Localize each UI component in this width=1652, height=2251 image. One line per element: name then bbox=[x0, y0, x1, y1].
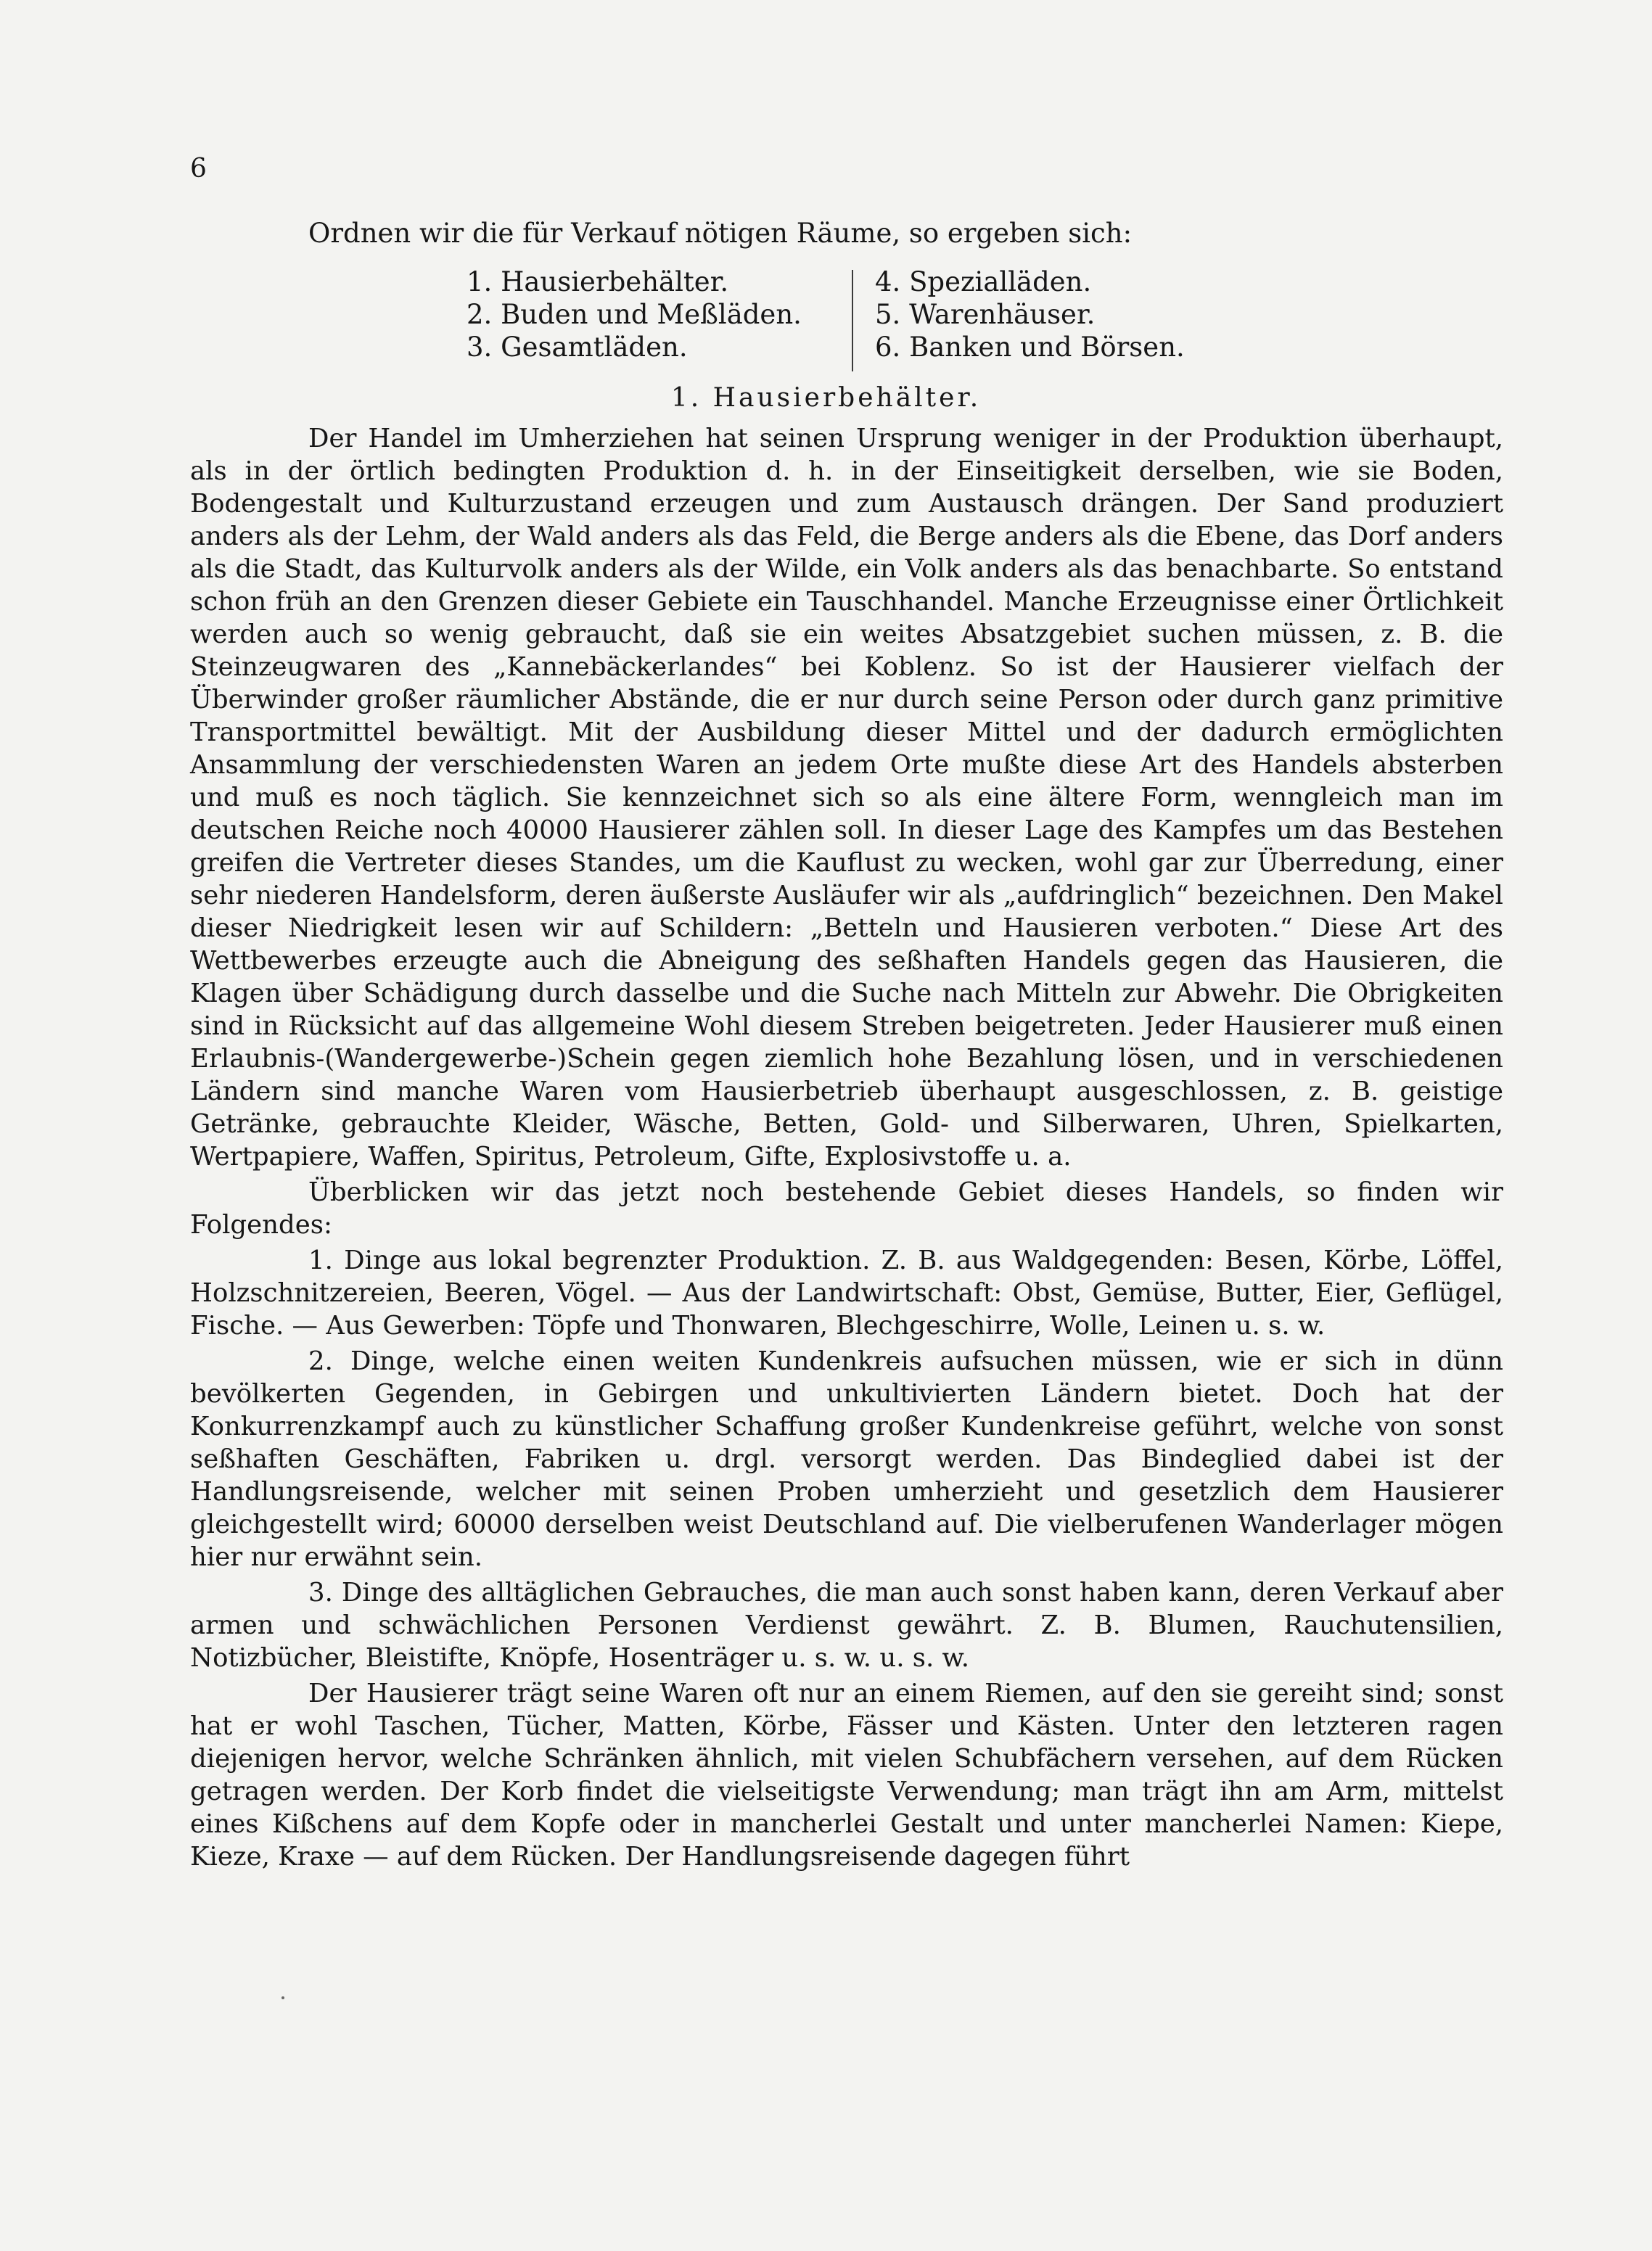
paragraph: 3. Dinge des alltäglichen Gebrauches, die man auch sonst haben kann, deren Verkauf aber armen und schwächlichen Personen Verdienst gewährt. Z. B. Blumen, Rauchutensilien, Notizbücher, Bleistifte, Knöpfe, Hosenträger u. s. w. u. s. w. bbox=[190, 1578, 1503, 1673]
list-item: 6. Banken und Börsen. bbox=[875, 332, 1185, 363]
paragraph: Überblicken wir das jetzt noch bestehende Gebiet dieses Handels, so finden wir Folgendes: bbox=[190, 1177, 1503, 1240]
paragraph: Der Handel im Umherziehen hat seinen Ursprung weniger in der Produktion überhaupt, als in der örtlich bedingten Produktion d. h. in der Einseitigkeit derselben, wie sie Boden, Bodengestalt und Kulturzustand erzeugen und zum Austausch drängen. Der Sand produziert anders als der Lehm, der Wald anders als das Feld, die Berge anders als die Ebene, das Dorf anders als die Stadt, das Kulturvolk anders als der Wilde, ein Volk anders als das benachbarte. So entstand schon früh an den Grenzen dieser Gebiete ein Tauschhandel. Manche Erzeugnisse einer Örtlichkeit werden auch so wenig gebraucht, daß sie ein weites Absatzgebiet suchen müssen, z. B. die Steinzeugwaren des „Kannebäckerlandes“ bei Koblenz. So ist der Hausierer vielfach der Überwinder großer räumlicher Abstände, die er nur durch seine Person oder durch ganz primitive Transportmittel bewältigt. Mit der Ausbildung dieser Mittel und der dadurch ermöglichten Ansammlung der verschiedensten Waren an jedem Orte mußte diese Art des Handels absterben und muß es noch täglich. Sie kennzeichnet sich so als eine ältere Form, wenngleich man im deutschen Reiche noch 40000 Hausierer zählen soll. In dieser Lage des Kampfes um das Bestehen greifen die Vertreter dieses Standes, um die Kauflust zu wecken, wohl gar zur Überredung, einer sehr niederen Handelsform, deren äußerste Ausläufer wir als „aufdringlich“ bezeichnen. Den Makel dieser Niedrigkeit lesen wir auf Schildern: „Betteln und Hausieren verboten.“ Diese Art des Wettbewerbes erzeugte auch die Abneigung des seßhaften Handels gegen das Hausieren, die Klagen über Schädigung durch dasselbe und die Suche nach Mitteln zur Abwehr. Die Obrigkeiten sind in Rücksicht auf das allgemeine Wohl diesem Streben beigetreten. Jeder Hausierer muß einen Erlaubnis-(Wandergewerbe-)Schein gegen ziemlich hohe Bezahlung lösen, und in verschiedenen Ländern sind manche Waren vom Hausierbetrieb überhaupt ausgeschlossen, z. B. geistige Getränke, gebrauchte Kleider, Wäsche, Betten, Gold- und Silberwaren, Uhren, Spielkarten, Wertpapiere, Waffen, Spiritus, Petroleum, Gifte, Explosivstoffe u. a. bbox=[190, 424, 1503, 1172]
print-speck bbox=[282, 1996, 284, 1999]
list-divider bbox=[852, 270, 853, 371]
paragraph: Der Hausierer trägt seine Waren oft nur an einem Riemen, auf den sie gereiht sind; sonst hat er wohl Taschen, Tücher, Matten, Körbe, Fässer und Kästen. Unter den letzteren ragen diejenigen hervor, welche Schränken ähnlich, mit vielen Schubfächern versehen, auf dem Rücken getragen werden. Der Korb findet die vielseitigste Verwendung; man trägt ihn am Arm, mittelst eines Kißchens auf dem Kopfe oder in mancherlei Gestalt und unter mancherlei Namen: Kiepe, Kieze, Kraxe — auf dem Rücken. Der Handlungsreisende dagegen führt bbox=[190, 1679, 1503, 1872]
room-list-left bbox=[467, 266, 844, 363]
list-item: 2. Buden und Meßläden. bbox=[467, 299, 802, 330]
list-item: 4. Spezialläden. bbox=[875, 266, 1092, 297]
page-number: 6 bbox=[190, 154, 207, 184]
list-item: 1. Hausierbehälter. bbox=[467, 266, 729, 297]
list-item: 5. Warenhäuser. bbox=[875, 299, 1096, 330]
paragraph: 1. Dinge aus lokal begrenzter Produktion. Z. B. aus Waldgegenden: Besen, Körbe, Löffel, Holzschnitzereien, Beeren, Vögel. — Aus der Landwirtschaft: Obst, Gemüse, Butter, Eier, Geflügel, Fische. — Aus Gewerben: Töpfe und Thonwaren, Blechgeschirre, Wolle, Leinen u. s. w. bbox=[190, 1246, 1503, 1341]
body-text bbox=[190, 422, 1503, 1873]
intro-sentence: Ordnen wir die für Verkauf nötigen Räume, so ergeben sich: bbox=[308, 218, 1133, 249]
room-list-right bbox=[875, 266, 1281, 363]
list-item: 3. Gesamtläden. bbox=[467, 332, 688, 363]
paragraph: 2. Dinge, welche einen weiten Kundenkreis aufsuchen müssen, wie er sich in dünn bevölkerten Gegenden, in Gebirgen und unkultivierten Ländern bietet. Doch hat der Konkurrenzkampf auch zu künstlicher Schaffung großer Kundenkreise geführt, welche von sonst seßhaften Geschäften, Fabriken u. drgl. versorgt werden. Das Bindeglied dabei ist der Handlungsreisende, welcher mit seinen Proben umherzieht und gesetzlich dem Hausierer gleichgestellt wird; 60000 derselben weist Deutschland auf. Die vielberufenen Wanderlager mögen hier nur erwähnt sein. bbox=[190, 1346, 1503, 1572]
section-heading: 1. Hausierbehälter. bbox=[670, 383, 982, 413]
